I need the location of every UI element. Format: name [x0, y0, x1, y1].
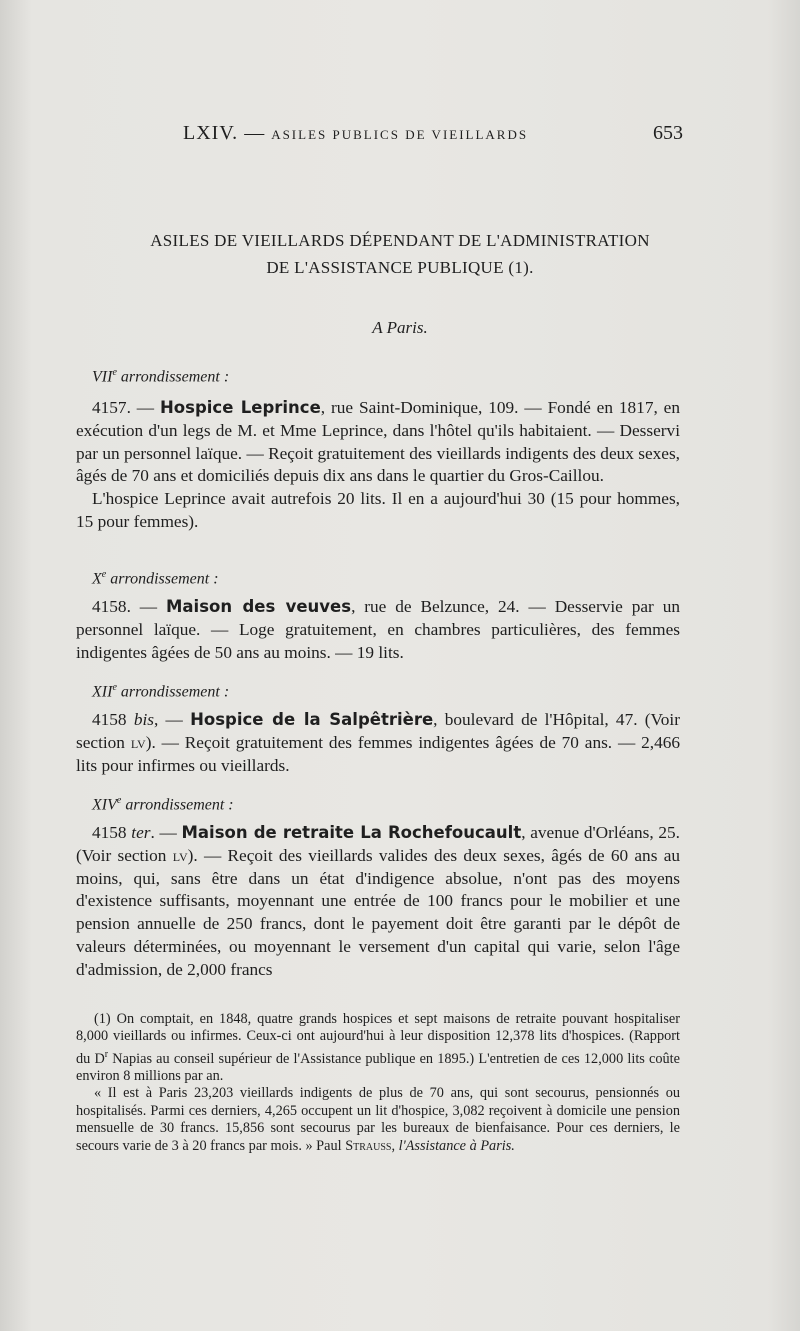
chapter-title-line-1: ASILES DE VIEILLARDS DÉPENDANT DE L'ADMINISTRATION: [150, 231, 650, 250]
arrondissement-heading: XIVe arrondissement :: [92, 795, 234, 814]
footnote-quote: « Il est à Paris 23,203 vieillards indigents de plus de 70 ans, qui sont secourus, pensionnés ou hospitalisés. Parmi ces derniers, 4,265 occupent un lit d'hospice, 3,082 reçoivent à domicile une pension mensuelle de 30 francs. 15,856 sont secourus par les bureaux de bienfaisance. Pour ces derniers, le secours varie de 3 à 20 francs par mois. » Paul Strauss, l'Assistance à Paris.: [76, 1085, 680, 1154]
institution-name: Hospice Leprince: [160, 398, 321, 417]
arrondissement-heading: XIIe arrondissement :: [92, 682, 230, 701]
header-title: LXIV. — ASILES PUBLICS DE VIEILLARDS: [183, 122, 529, 144]
page-number: 653: [653, 122, 683, 144]
arrondissement-heading: Xe arrondissement :: [92, 569, 219, 588]
footnote-1: (1) On comptait, en 1848, quatre grands hospices et sept maisons de retraite pouvant hospitaliser 8,000 vieillards ou infirmes. Ceux-ci ont aujourd'hui à leur disposition 12,378 lits d'hospices. (Rapport du $D^r$ Napias au conseil supérieur de l'Assistance publique en 1895.) L'entretien de ces 12,000 lits coûte environ 8 millions par an.: [76, 1011, 680, 1084]
entry-note: L'hospice Leprince avait autrefois 20 lits. Il en a aujourd'hui 30 (15 pour hommes, 15 pour femmes).: [76, 489, 680, 531]
running-header: [183, 122, 683, 146]
entry-4158: 4158. — Maison des veuves, rue de Belzunce, 24. — Desservie par un personnel laïque. — Loge gratuitement, en chambres particulières, des femmes indigentes âgées de 50 ans au moins. — 19 lits.: [76, 597, 680, 662]
entry-4158-ter: 4158 ter. — Maison de retraite La Rochefoucault, avenue d'Orléans, 25. (Voir section lv). — Reçoit des vieillards valides des deux sexes, âgés de 60 ans au moins, qui, sans être dans un état d'indigence absolue, n'ont pas des moyens d'existence suffisants, moyennant une entrée de 100 francs pour le mobilier et une pension annuelle de 250 francs, dont le payement doit être garanti par le dépôt de valeurs déterminées, ou moyennant le versement d'un capital qui varie, selon l'âge d'admission, de 2,000 francs: [76, 823, 681, 979]
chapter-title-line-2: DE L'ASSISTANCE PUBLIQUE (1).: [266, 258, 534, 277]
footnotes: [76, 1011, 680, 1155]
entry-4157: 4157. — Hospice Leprince, rue Saint-Dominique, 109. — Fondé en 1817, en exécution d'un legs de M. et Mme Leprince, dans l'hôtel qu'ils habitaient. — Desservi par un personnel laïque. — Reçoit gratuitement des vieillards indigents des deux sexes, âgés de 70 ans et domiciliés depuis dix ans dans le quartier du Gros-Caillou. L'hospice Leprince avait autrefois 20 lits. Il en a aujourd'hui 30 (15 pour hommes, 15 pour femmes).: [76, 397, 680, 534]
arrondissement-heading: VIIe arrondissement :: [92, 367, 230, 386]
entry-4158-bis: 4158 bis, — Hospice de la Salpêtrière, boulevard de l'Hôpital, 47. (Voir section lv). — Reçoit gratuitement des femmes indigentes âgées de 70 ans. — 2,466 lits pour infirmes ou vieillards.: [76, 710, 680, 775]
location-heading: A Paris.: [372, 318, 428, 337]
institution-name: Hospice de la Salpêtrière: [190, 710, 434, 729]
institution-name: Maison de retraite La Rochefoucault: [181, 823, 522, 842]
institution-name: Maison des veuves: [166, 597, 352, 616]
